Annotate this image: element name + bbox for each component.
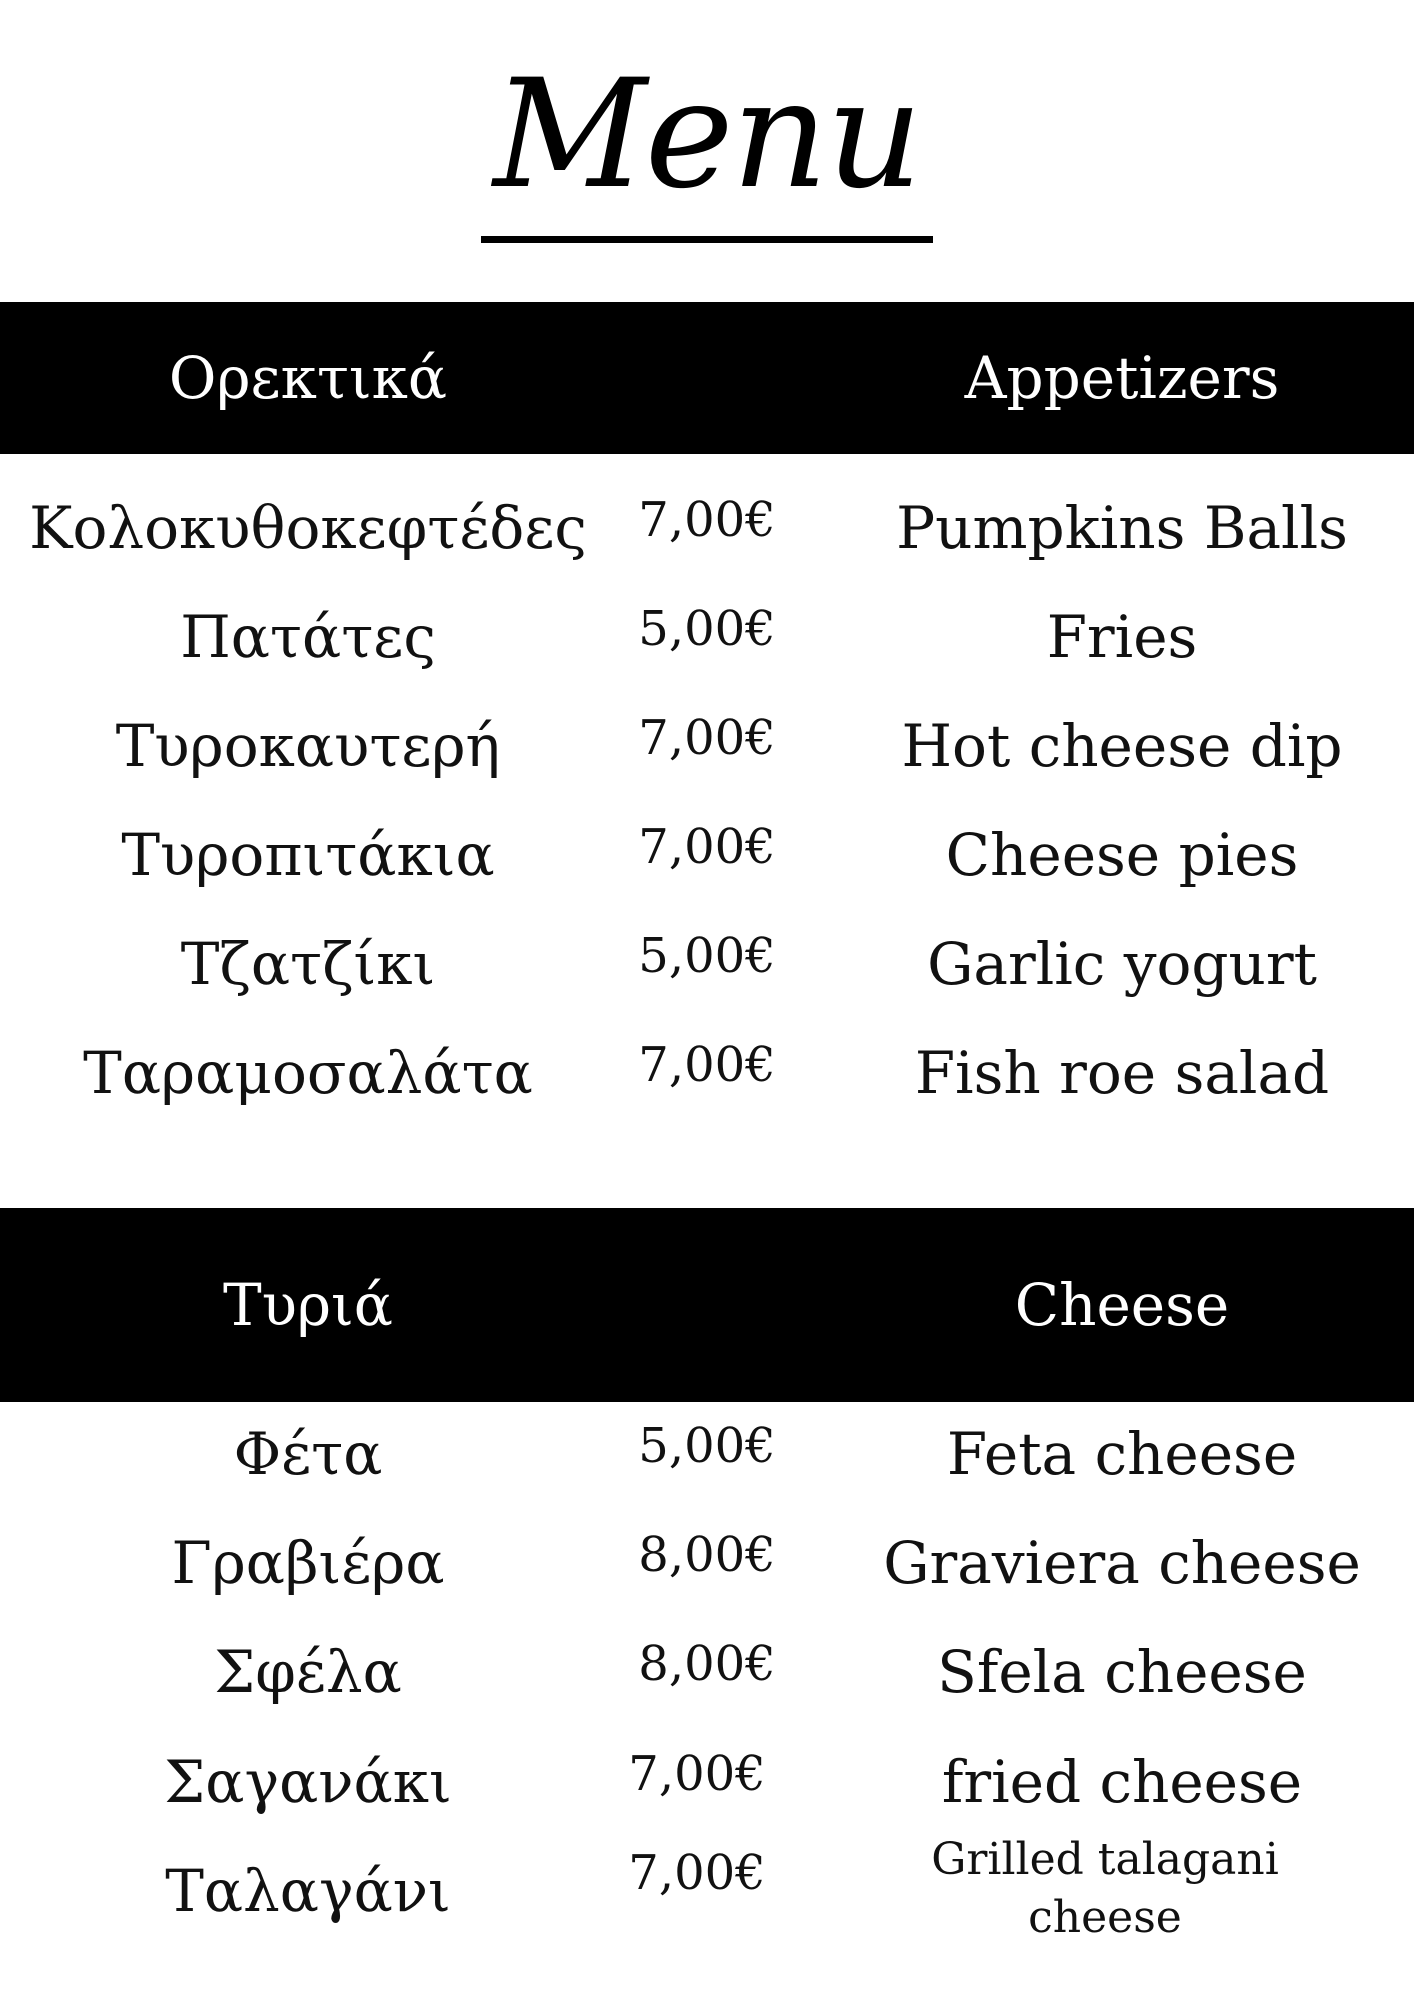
item-price: 7,00€ xyxy=(628,1746,766,1802)
item-price: 7,00€ xyxy=(638,1037,776,1093)
section-title-english: Cheese xyxy=(1014,1271,1230,1339)
item-name-greek: Ταραμοσαλάτα xyxy=(83,1039,533,1107)
item-price: 5,00€ xyxy=(638,1418,776,1474)
menu-title: Menu xyxy=(493,48,921,222)
item-name-greek: Φέτα xyxy=(233,1420,383,1488)
item-name-greek: Κολοκυθοκεφτέδες xyxy=(29,494,587,562)
title-underline xyxy=(481,236,933,243)
item-price: 7,00€ xyxy=(638,710,776,766)
item-name-english: Fries xyxy=(1046,603,1198,671)
menu-item xyxy=(0,1834,1414,1943)
menu-item xyxy=(0,587,1414,687)
menu-item xyxy=(0,805,1414,905)
item-price: 7,00€ xyxy=(638,492,776,548)
item-name-greek: Πατάτες xyxy=(180,603,436,671)
item-price: 5,00€ xyxy=(638,928,776,984)
item-name-english: Hot cheese dip xyxy=(901,712,1343,780)
item-name-english: Grilled talagani cheese xyxy=(931,1834,1279,1943)
section-title-greek: Τυριά xyxy=(223,1271,393,1339)
menu-item xyxy=(0,696,1414,796)
item-name-greek: Σαγανάκι xyxy=(164,1748,452,1816)
item-name-english: Cheese pies xyxy=(945,821,1299,889)
menu-item xyxy=(0,478,1414,578)
menu-item xyxy=(0,1513,1414,1613)
section-title-english: Appetizers xyxy=(964,344,1280,412)
item-name-english: Pumpkins Balls xyxy=(896,494,1348,562)
item-name-english: Sfela cheese xyxy=(937,1638,1307,1706)
item-name-greek: Τυροκαυτερή xyxy=(115,712,501,780)
item-name-greek: Ταλαγάνι xyxy=(165,1857,451,1925)
item-name-english: Fish roe salad xyxy=(914,1039,1330,1107)
item-price: 8,00€ xyxy=(638,1636,776,1692)
item-price: 8,00€ xyxy=(638,1527,776,1583)
menu-item xyxy=(0,1622,1414,1722)
item-price: 5,00€ xyxy=(638,601,776,657)
item-name-english: fried cheese xyxy=(941,1748,1303,1816)
item-name-greek: Γραβιέρα xyxy=(171,1529,445,1597)
item-name-greek: Σφέλα xyxy=(214,1638,402,1706)
item-price: 7,00€ xyxy=(628,1845,766,1901)
item-name-greek: Τζατζίκι xyxy=(180,930,436,998)
item-name-greek: Τυροπιτάκια xyxy=(121,821,495,889)
menu-item xyxy=(0,1023,1414,1123)
menu-item xyxy=(0,1732,1414,1832)
item-name-english: Graviera cheese xyxy=(883,1529,1361,1597)
item-name-english: Garlic yogurt xyxy=(927,930,1317,998)
section-header-appetizers xyxy=(0,302,1414,454)
menu-item xyxy=(0,914,1414,1014)
item-price: 7,00€ xyxy=(638,819,776,875)
menu-item xyxy=(0,1404,1414,1504)
item-name-english: Feta cheese xyxy=(946,1420,1298,1488)
section-header-cheese xyxy=(0,1208,1414,1402)
section-title-greek: Ορεκτικά xyxy=(168,344,448,412)
